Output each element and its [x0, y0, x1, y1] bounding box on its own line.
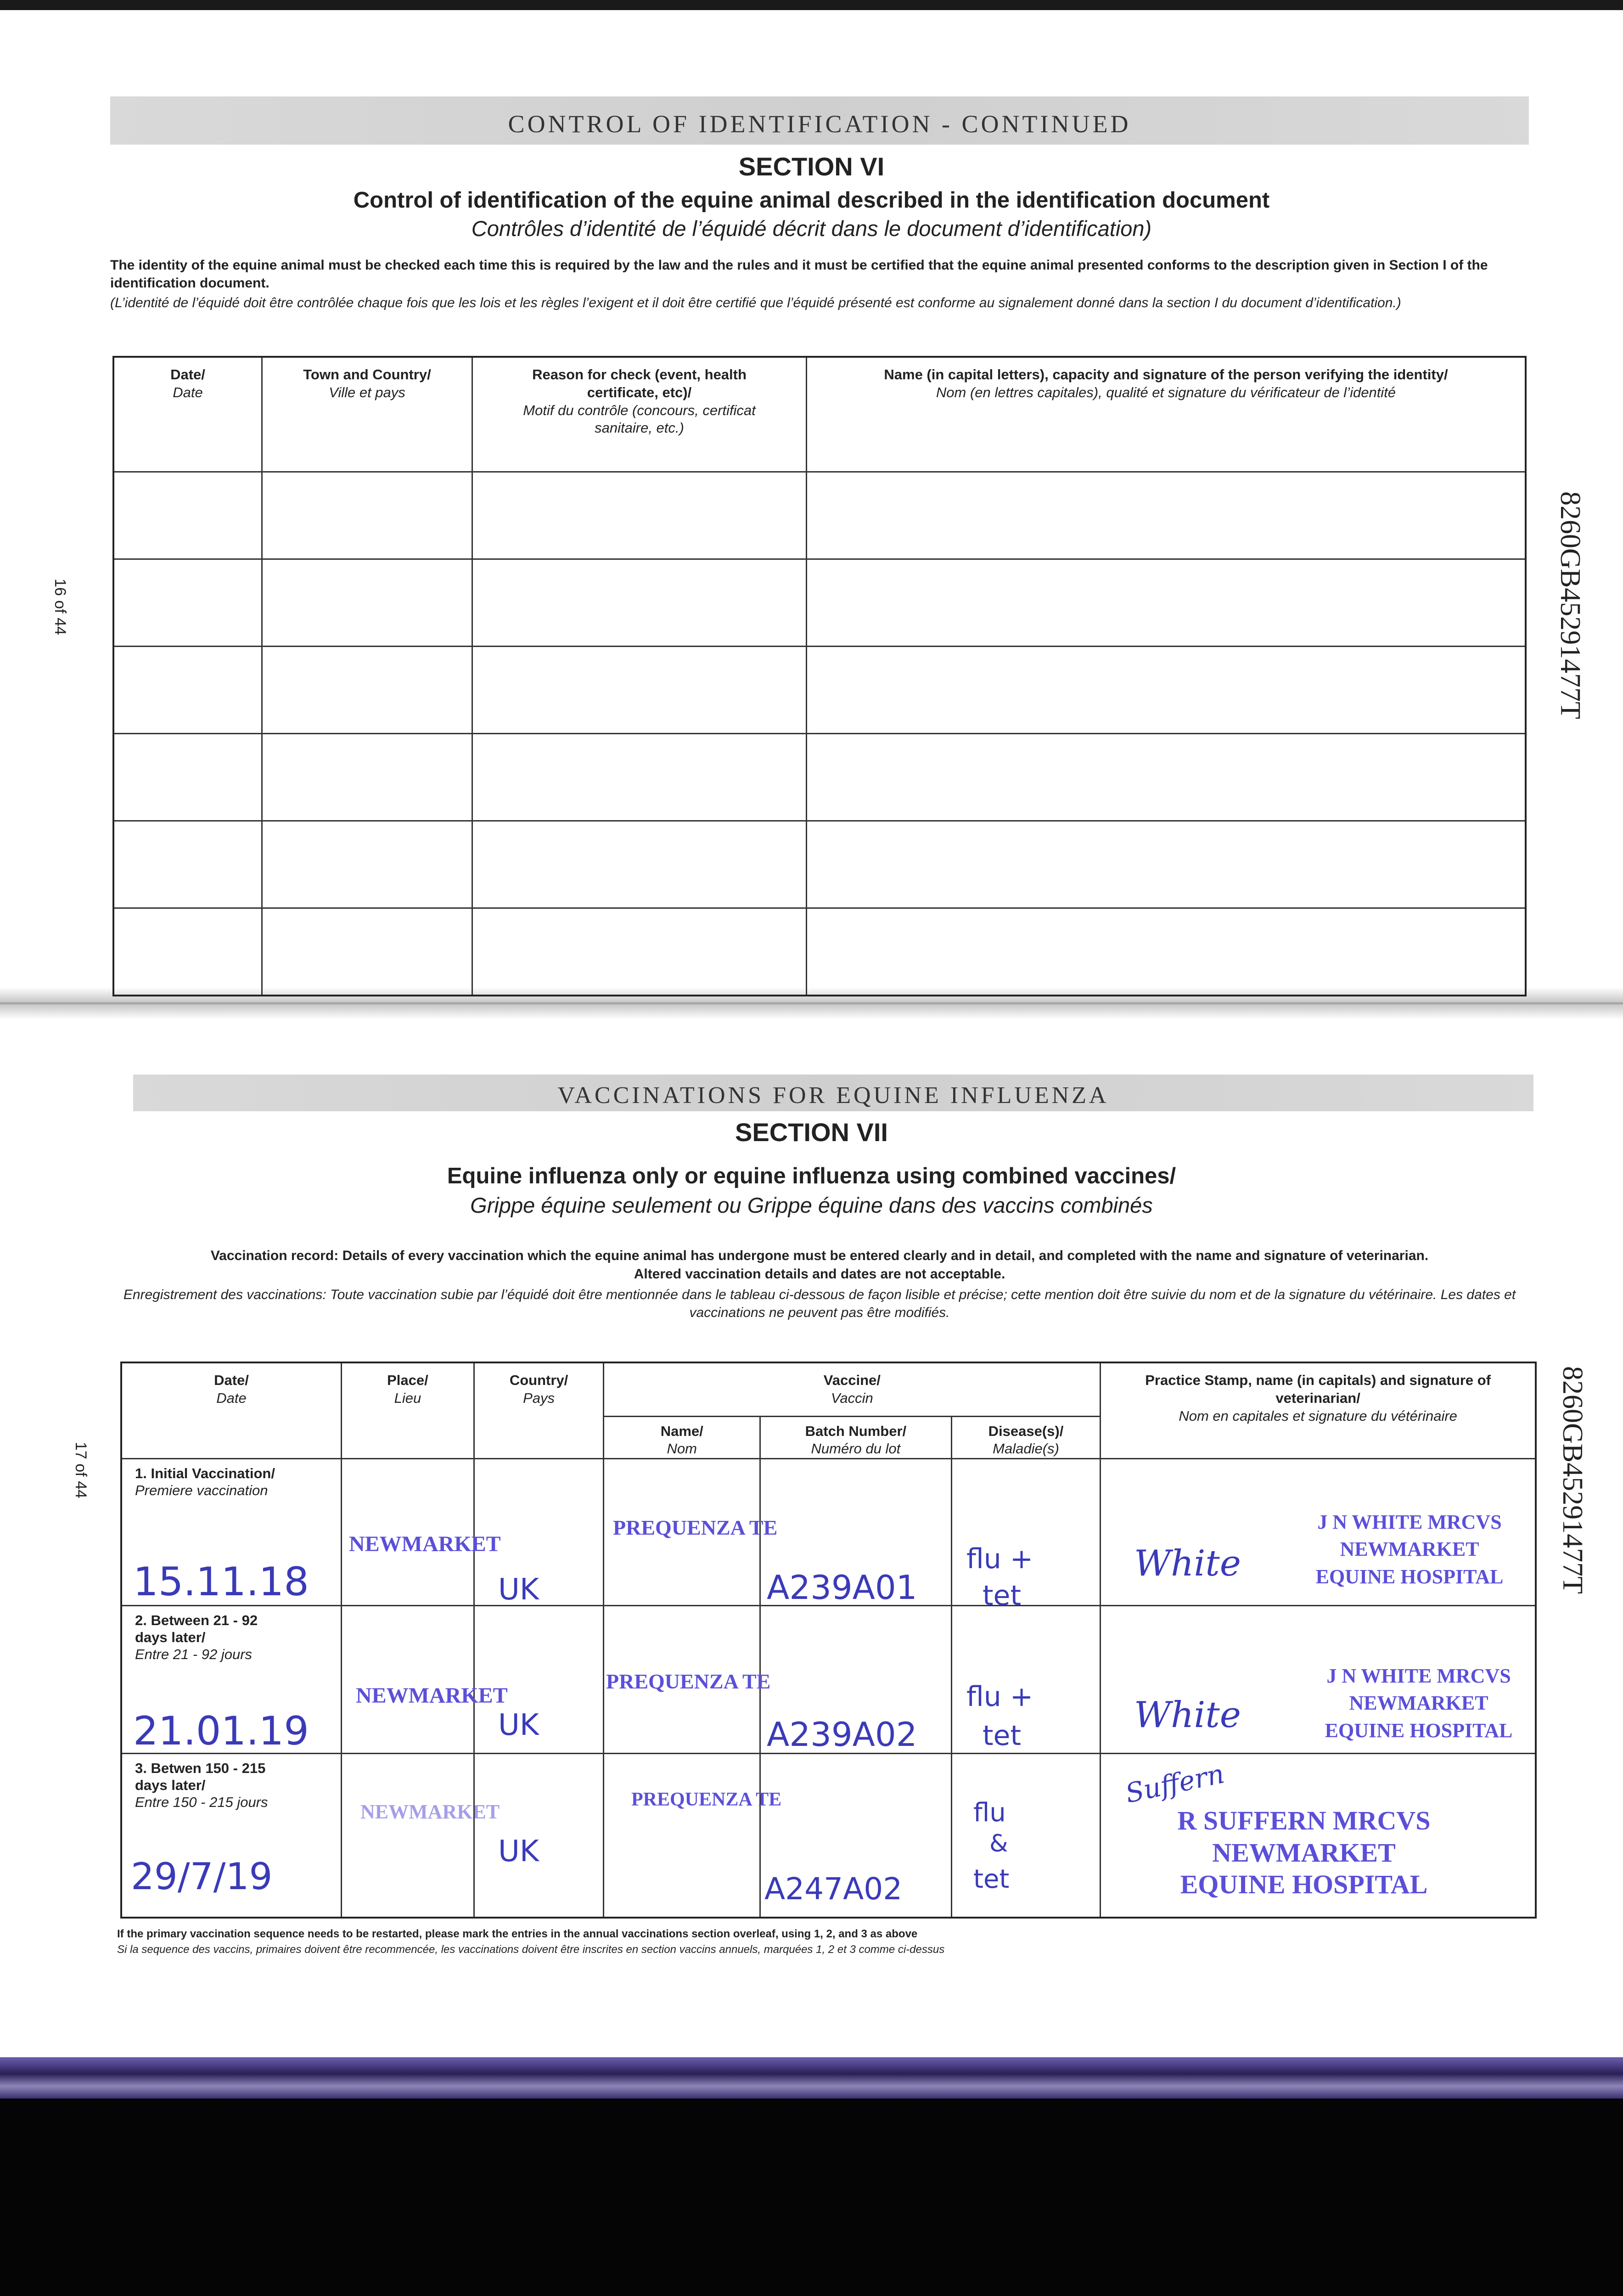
row1-vet-signature: White: [1134, 1543, 1241, 1584]
col-header-reason: Reason for check (event, health certificate, etc)/ Motif du contrôle (concours, certificat sanitaire, etc.): [472, 357, 807, 472]
section-vi-banner: CONTROL OF IDENTIFICATION - CONTINUED: [110, 96, 1529, 145]
section-vi-title-en: Control of identification of the equine animal described in the identification document: [353, 188, 1270, 213]
col-header-town: Town and Country/ Ville et pays: [262, 357, 472, 472]
row3-disease-2: &: [989, 1830, 1008, 1857]
row3-place-stamp: NEWMARKET: [360, 1801, 500, 1823]
row1-disease-2: tet: [983, 1580, 1021, 1612]
row3-batch: A247A02: [764, 1871, 903, 1907]
row2-place-stamp: NEWMARKET: [356, 1683, 508, 1708]
col-header-disease: Disease(s)/ Maladie(s): [951, 1416, 1101, 1459]
row2-batch: A239A02: [767, 1715, 917, 1754]
table-row: [113, 559, 1526, 646]
scan-top-edge: [0, 0, 1623, 10]
table-row: [113, 821, 1526, 908]
row1-vaccine-stamp: PREQUENZA TE: [613, 1516, 778, 1539]
passport-code-top: 8260GB45291477T: [1555, 491, 1586, 719]
col-header-date: Date/ Date: [121, 1362, 342, 1459]
row1-country: UK: [498, 1573, 539, 1607]
row3-date: 29/7/19: [131, 1855, 273, 1898]
section-vii-intro-fr: Enregistrement des vaccinations: Toute vaccination subie par l’équidé doit être mentionnée dans le tableau ci-dessous de façon lisible et précise; cette mention doit être suivie du nom et de la signature du vétérinaire. Les dates et vaccinations ne peuvent pas être modifiés.: [123, 1287, 1516, 1320]
row3-vet-signature: Suffern: [1123, 1758, 1227, 1809]
section-vi-intro-fr: (L’identité de l’équidé doit être contrôlée chaque fois que les lois et les règles l’exigent et il doit être certifié que l’équidé présenté est conforme au signalement donné dans la section I du document d’identification.): [110, 295, 1401, 310]
row2-practice-stamp: J N WHITE MRCVS NEWMARKET EQUINE HOSPITAL: [1325, 1665, 1513, 1742]
row1-date: 15.11.18: [133, 1559, 309, 1605]
row3-practice-stamp: R SUFFERN MRCVS NEWMARKET EQUINE HOSPITAL: [1177, 1806, 1431, 1900]
section-vii-intro-en-1: Vaccination record: Details of every vaccination which the equine animal has undergone must be entered clearly and in detail, and completed with the name and signature of veterinarian.: [210, 1248, 1429, 1263]
row2-disease-1: flu +: [966, 1681, 1033, 1713]
col-header-country: Country/ Pays: [474, 1362, 604, 1459]
scan-bottom-area: [0, 2099, 1623, 2296]
row-label: 3. Betwen 150 - 215 days later/ Entre 150 - 215 jours: [135, 1760, 268, 1811]
section-vi-intro-en: The identity of the equine animal must be checked each time this is required by the law and the rules and it must be certified that the equine animal presented conforms to the description given in Section I of the identification document.: [110, 258, 1488, 291]
col-header-place: Place/ Lieu: [342, 1362, 474, 1459]
row1-practice-stamp: J N WHITE MRCVS NEWMARKET EQUINE HOSPITAL: [1315, 1511, 1504, 1588]
col-header-vaccine: Vaccine/ Vaccin: [604, 1362, 1101, 1416]
section-vii-banner: VACCINATIONS FOR EQUINE INFLUENZA: [133, 1075, 1533, 1111]
row2-date: 21.01.19: [133, 1708, 309, 1754]
section-vii-intro-en-2: Altered vaccination details and dates are not acceptable.: [634, 1266, 1005, 1282]
section-vi-title-fr: Contrôles d’identité de l’équidé décrit dans le document d’identification): [471, 216, 1152, 241]
table-row: [113, 908, 1526, 996]
page-number-17: 17 of 44: [72, 1442, 90, 1498]
col-header-practice-stamp: Practice Stamp, name (in capitals) and signature of veterinarian/ Nom en capitales et signature du vétérinaire: [1101, 1362, 1536, 1459]
row2-disease-2: tet: [983, 1720, 1021, 1752]
col-header-date: Date/ Date: [113, 357, 262, 472]
row2-country: UK: [498, 1708, 539, 1742]
identification-check-table: [112, 356, 1527, 996]
row3-country: UK: [498, 1835, 539, 1868]
row-label: 2. Between 21 - 92 days later/ Entre 21 - 92 jours: [135, 1612, 258, 1663]
col-header-batch: Batch Number/ Numéro du lot: [760, 1416, 952, 1459]
book-cover-edge: [0, 2057, 1623, 2099]
section-vii-title-en: Equine influenza only or equine influenza using combined vaccines/: [447, 1164, 1176, 1188]
row3-vaccine-stamp: PREQUENZA TE: [631, 1789, 782, 1810]
col-header-vaccine-name: Name/ Nom: [604, 1416, 760, 1459]
row1-place-stamp: NEWMARKET: [349, 1532, 501, 1556]
section-vii-heading: SECTION VII: [735, 1118, 888, 1147]
row1-disease-1: flu +: [966, 1543, 1033, 1575]
row3-disease-3: tet: [973, 1864, 1010, 1894]
row3-disease-1: flu: [973, 1798, 1006, 1828]
row2-vet-signature: White: [1134, 1694, 1241, 1736]
table-row: [113, 646, 1526, 733]
table-row: [113, 472, 1526, 559]
page-number-16: 16 of 44: [51, 579, 69, 635]
passport-code-bottom: 8260GB45291477T: [1557, 1366, 1588, 1594]
footnote-en: If the primary vaccination sequence needs to be restarted, please mark the entries in the annual vaccinations section overleaf, using 1, 2, and 3 as above: [117, 1928, 918, 1940]
row-label: 1. Initial Vaccination/ Premiere vaccination: [135, 1465, 275, 1499]
row1-batch: A239A01: [767, 1568, 917, 1607]
row2-vaccine-stamp: PREQUENZA TE: [606, 1670, 771, 1693]
col-header-verifier: Name (in capital letters), capacity and signature of the person verifying the identity/ Nom (en lettres capitales), qualité et signature du vérificateur de l’identité: [807, 357, 1526, 472]
section-vi-heading: SECTION VI: [738, 152, 885, 181]
footnote-fr: Si la sequence des vaccins, primaires doivent être recommencée, les vaccinations doivent être inscrites en section vaccins annuels, marquées 1, 2 et 3 comme ci-dessus: [117, 1943, 945, 1956]
section-vii-title-fr: Grippe équine seulement ou Grippe équine dans des vaccins combinés: [470, 1193, 1153, 1217]
table-row: [113, 733, 1526, 821]
